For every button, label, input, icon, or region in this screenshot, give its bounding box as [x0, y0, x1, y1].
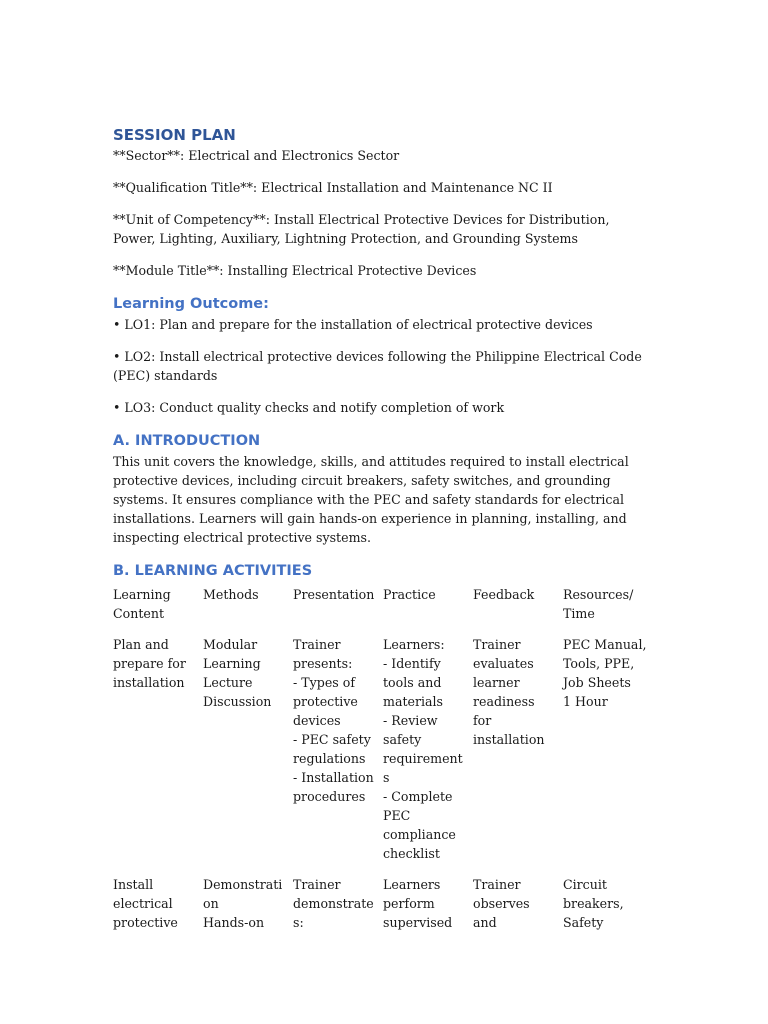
table-row	[113, 875, 653, 932]
table-cell: Modular Learning Lecture Discussion	[203, 637, 272, 709]
session-plan-content	[113, 124, 653, 932]
table-cell: Trainer observes and	[473, 877, 530, 930]
learning-activities-heading: B. LEARNING ACTIVITIES	[113, 563, 313, 579]
learning-outcome-item: • LO2: Install electrical protective devices following the Philippine Electrical Code (PEC) standards	[113, 349, 642, 383]
learning-outcome-heading: Learning Outcome:	[113, 296, 269, 312]
table-cell: Circuit breakers, Safety	[563, 877, 624, 930]
table-cell: Trainer demonstrate s:	[293, 877, 374, 930]
table-cell: PEC Manual, Tools, PPE, Job Sheets 1 Hour	[563, 637, 647, 709]
learning-outcome-item: • LO3: Conduct quality checks and notify completion of work	[113, 400, 505, 415]
introduction-heading: A. INTRODUCTION	[113, 433, 261, 449]
table-header-cell: Practice	[383, 587, 436, 602]
table-cell: Plan and prepare for installation	[113, 637, 186, 690]
table-header-row	[113, 585, 653, 623]
table-header-cell: Feedback	[473, 587, 535, 602]
learning-outcome-item: • LO1: Plan and prepare for the installation of electrical protective devices	[113, 317, 593, 332]
table-cell: Trainer presents: - Types of protective devices - PEC safety regulations - Installation procedures	[293, 637, 374, 804]
table-cell: Learners perform supervised	[383, 877, 453, 930]
table-header-cell: Resources/ Time	[563, 587, 634, 621]
table-cell: Learners: - Identify tools and materials - Review safety requirement s - Complete PEC compliance checklist	[383, 637, 463, 861]
table-header-cell: Learning Content	[113, 587, 171, 621]
table-header-cell: Methods	[203, 587, 259, 602]
sector-field: **Sector**: Electrical and Electronics Sector	[113, 148, 400, 163]
learning-activities-table	[113, 585, 653, 932]
document-title: SESSION PLAN	[113, 126, 236, 144]
table-header-cell: Presentation	[293, 587, 375, 602]
table-row	[113, 635, 653, 863]
introduction-text: This unit covers the knowledge, skills, and attitudes required to install electrical protective devices, including circuit breakers, safety switches, and grounding systems. It ensures compliance with the PEC and safety standards for electrical installations. Learners will gain hands-on experience in planning, installing, and inspecting electrical protective systems.	[113, 454, 629, 545]
unit-of-competency-field: **Unit of Competency**: Install Electrical Protective Devices for Distribution, Power, Lighting, Auxiliary, Lightning Protection, and Grounding Systems	[113, 212, 610, 246]
table-cell: Trainer evaluates learner readiness for installation	[473, 637, 545, 747]
qualification-field: **Qualification Title**: Electrical Installation and Maintenance NC II	[113, 180, 553, 195]
module-title-field: **Module Title**: Installing Electrical Protective Devices	[113, 263, 477, 278]
table-cell: Demonstrati on Hands-on	[203, 877, 283, 930]
table-cell: Install electrical protective	[113, 877, 178, 930]
